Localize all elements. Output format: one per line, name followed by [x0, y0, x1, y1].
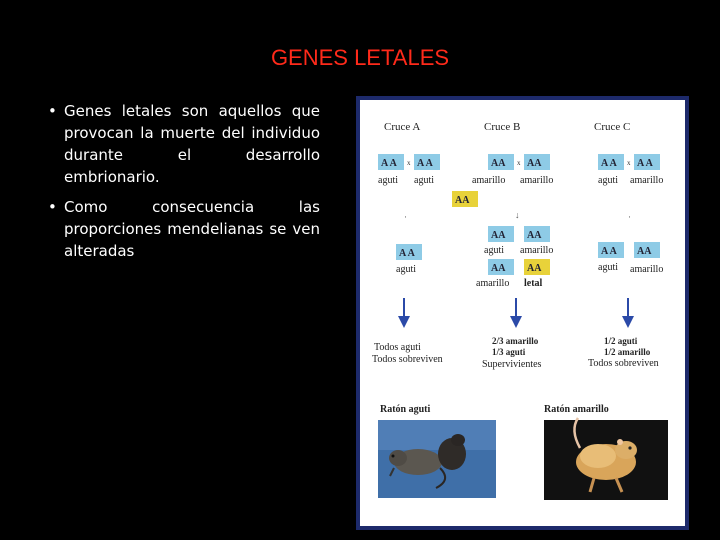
phenotype-label: aguti [378, 175, 398, 186]
down-arrow-icon [622, 298, 634, 328]
phenotype-label: amarillo [630, 264, 664, 275]
bullet-dot-icon: • [48, 102, 57, 120]
bullet-text: Como consecuencia las proporciones mendelianas se ven alteradas [64, 198, 320, 260]
result-b-line: Supervivientes [482, 359, 542, 370]
genotype-label: AA [637, 246, 652, 257]
connector-tick: · [404, 212, 407, 222]
amarillo-mouse-photo [544, 418, 668, 500]
bullet-dot-icon: • [48, 198, 57, 216]
phenotype-label: aguti [598, 262, 618, 273]
lethal-genes-figure [356, 96, 689, 530]
cross-symbol: x [407, 159, 411, 167]
cross-b-title: Cruce B [484, 121, 521, 133]
cross-a-title: Cruce A [384, 121, 421, 133]
result-c-line: 1/2 amarillo [604, 347, 651, 357]
cross-diagram [360, 100, 685, 526]
gamete-label: AA [455, 195, 470, 206]
genotype-label: A A [381, 158, 397, 169]
phenotype-label: amarillo [472, 175, 506, 186]
photo-caption-aguti: Ratón aguti [380, 404, 431, 415]
cross-c-title: Cruce C [594, 121, 631, 133]
connector-tick: ↓ [515, 210, 520, 220]
genotype-label: AA [491, 263, 506, 274]
bullet-text: Genes letales son aquellos que provocan la muerte del individuo durante el desarrollo embrionario. [64, 102, 320, 186]
connector-tick: · [628, 212, 631, 222]
down-arrow-icon [398, 298, 410, 328]
cross-symbol: x [627, 159, 631, 167]
phenotype-label: aguti [484, 245, 504, 256]
photo-caption-amarillo: Ratón amarillo [544, 404, 609, 415]
bullet-list [48, 100, 320, 270]
result-a-line: Todos sobreviven [372, 354, 443, 365]
phenotype-label: aguti [396, 264, 416, 275]
phenotype-label: amarillo [630, 175, 664, 186]
cross-symbol: x [517, 159, 521, 167]
bullet-item [48, 100, 320, 188]
phenotype-label: aguti [414, 175, 434, 186]
phenotype-label: amarillo [476, 278, 510, 289]
phenotype-label: amarillo [520, 175, 554, 186]
genotype-label: AA [491, 230, 506, 241]
result-c-line: 1/2 aguti [604, 336, 638, 346]
bullet-item [48, 196, 320, 262]
genotype-label: AA [527, 263, 542, 274]
genotype-label: A A [417, 158, 433, 169]
genotype-label: A A [399, 248, 415, 259]
genotype-label: A A [637, 158, 653, 169]
result-a-line: Todos aguti [374, 342, 421, 353]
phenotype-label: aguti [598, 175, 618, 186]
slide-title: GENES LETALES [270, 45, 450, 70]
result-c-line: Todos sobreviven [588, 358, 659, 369]
phenotype-label: letal [524, 278, 543, 289]
genotype-label: AA [527, 230, 542, 241]
result-b-line: 2/3 amarillo [492, 336, 539, 346]
figure-panel [360, 100, 685, 526]
genotype-label: AA [527, 158, 542, 169]
aguti-mouse-photo [378, 420, 496, 498]
result-b-line: 1/3 aguti [492, 347, 526, 357]
phenotype-label: amarillo [520, 245, 554, 256]
down-arrow-icon [510, 298, 522, 328]
genotype-label: A A [601, 158, 617, 169]
genotype-label: A A [601, 246, 617, 257]
genotype-label: AA [491, 158, 506, 169]
